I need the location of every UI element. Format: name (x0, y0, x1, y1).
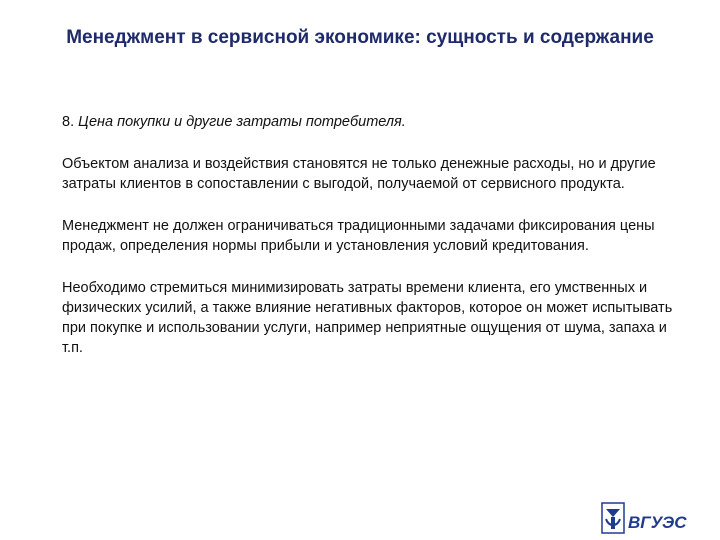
paragraph-3: Необходимо стремиться минимизировать затраты времени клиента, его умственных и физических усилий, а также влияние негативных факторов, которое он может испытывать при покупке и использовании услуги, например неприятные ощущения от шума, запаха и т.п. (62, 280, 673, 356)
point-heading-line (62, 112, 682, 132)
university-logo (598, 497, 688, 537)
point-number: 8. (62, 114, 75, 130)
slide-body (62, 112, 682, 380)
paragraph-2: Менеджмент не должен ограничиваться традиционными задачами фиксирования цены продаж, определения нормы прибыли и установления условий кредитования. (62, 218, 655, 254)
logo-emblem-icon (602, 503, 624, 533)
point-heading: Цена покупки и другие затраты потребителя. (78, 114, 406, 130)
paragraph-1: Объектом анализа и воздействия становятся не только денежные расходы, но и другие затраты клиентов в сопоставлении с выгодой, получаемой от сервисного продукта. (62, 156, 656, 192)
logo-wordmark: ВГУЭС (628, 513, 687, 532)
slide-title: Менеджмент в сервисной экономике: сущность и содержание (66, 27, 654, 48)
